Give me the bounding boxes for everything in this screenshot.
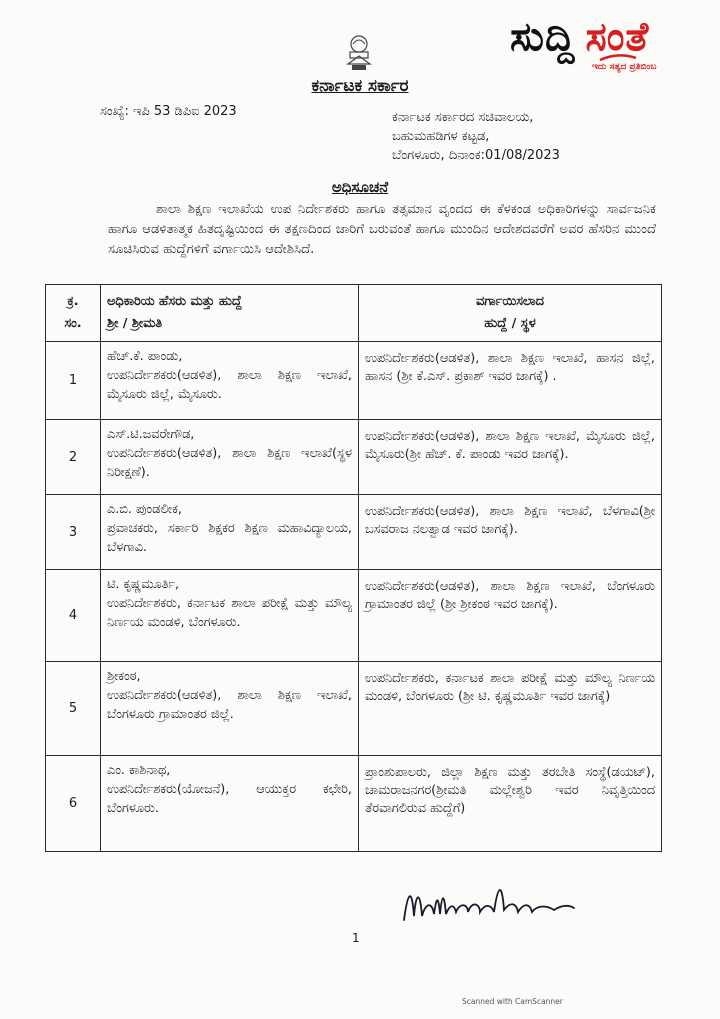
transfer-cell: ಉಪನಿರ್ದೇಶಕರು(ಆಡಳಿತ), ಶಾಲಾ ಶಿಕ್ಷಣ ಇಲಾಖೆ, ಮೈಸೂರು ಜಿಲ್ಲೆ, ಮೈಸೂರು(ಶ್ರೀ ಹೆಚ್. ಕೆ. ಪಾಂಡು ಇವರ ಜಾಗಕ್ಕೆ).: [359, 420, 662, 495]
table-row: [46, 420, 662, 495]
row-serial: 3: [46, 495, 101, 570]
government-title: ಕರ್ನಾಟಕ ಸರ್ಕಾರ: [311, 76, 409, 96]
state-emblem-icon: [344, 34, 374, 74]
officer-name: ಶ್ರೀಕಂಠ,: [107, 669, 141, 684]
table-row: [46, 662, 662, 756]
scanner-watermark: Scanned with CamScanner: [462, 997, 563, 1006]
officer-cell: [101, 570, 359, 662]
officer-designation: ಉಪನಿರ್ದೇಶಕರು(ಯೋಜನೆ), ಆಯುಕ್ತರ ಕಛೇರಿ, ಬೆಂಗಳೂರು.: [107, 782, 352, 816]
row-serial: 6: [46, 756, 101, 852]
address-line: ಬಹುಮಹಡಿಗಳ ಕಟ್ಟಡ,: [392, 129, 490, 144]
row-serial: 2: [46, 420, 101, 495]
sudhi-sante-logo: [506, 12, 712, 78]
officer-name: ಎಂ. ಕಾಶಿನಾಥ,: [107, 763, 171, 778]
transfer-cell: ಉಪನಿರ್ದೇಶಕರು(ಆಡಳಿತ), ಶಾಲಾ ಶಿಕ್ಷಣ ಇಲಾಖೆ, ಬೆಂಗಳೂರು ಗ್ರಾಮಾಂತರ ಜಿಲ್ಲೆ (ಶ್ರೀ ಶ್ರೀಕಂಠ ಇವರ ಜಾಗಕ್ಕೆ).: [359, 570, 662, 662]
officer-designation: ಪ್ರವಾಚಕರು, ಸರ್ಕಾರಿ ಶಿಕ್ಷಕರ ಶಿಕ್ಷಣ ಮಹಾವಿದ್ಯಾಲಯ, ಬೆಳಗಾವಿ.: [107, 521, 352, 555]
row-serial: 4: [46, 570, 101, 662]
officer-cell: [101, 756, 359, 852]
officer-cell: [101, 662, 359, 756]
table-row: [46, 342, 662, 420]
table-header-row: [46, 285, 662, 342]
officer-name: ಎಸ್.ಟಿ.ಜವರೇಗೌಡ,: [107, 427, 195, 442]
issuing-address: [392, 108, 652, 165]
officer-cell: [101, 420, 359, 495]
column-header-officer: ಅಧಿಕಾರಿಯ ಹೆಸರು ಮತ್ತು ಹುದ್ದೆ ಶ್ರೀ / ಶ್ರೀಮತಿ: [101, 285, 359, 342]
logo-word-sudhi: ಸುದ್ದಿ: [510, 14, 576, 60]
officer-name: ಟಿ. ಕೃಷ್ಣಮೂರ್ತಿ,: [107, 577, 180, 592]
officer-designation: ಉಪನಿರ್ದೇಶಕರು, ಕರ್ನಾಟಕ ಶಾಲಾ ಪರೀಕ್ಷೆ ಮತ್ತು ಮೌಲ್ಯ ನಿರ್ಣಯ ಮಂಡಳಿ, ಬೆಂಗಳೂರು.: [107, 596, 352, 630]
column-header-transfer: ವರ್ಗಾಯಿಸಲಾದ ಹುದ್ದೆ / ಸ್ಥಳ: [359, 285, 662, 342]
officer-designation: ಉಪನಿರ್ದೇಶಕರು(ಆಡಳಿತ), ಶಾಲಾ ಶಿಕ್ಷಣ ಇಲಾಖೆ, ಬೆಂಗಳೂರು ಗ್ರಾಮಾಂತರ ಜಿಲ್ಲೆ.: [107, 688, 352, 722]
page-number: 1: [352, 931, 360, 945]
transfer-table: [45, 284, 662, 852]
address-line: ಕರ್ನಾಟಕ ಸರ್ಕಾರದ ಸಚಿವಾಲಯ,: [392, 110, 534, 125]
table-row: [46, 570, 662, 662]
notification-title: ಅಧಿಸೂಚನೆ: [331, 178, 389, 196]
officer-cell: [101, 495, 359, 570]
officer-name: ಹೆಚ್.ಕೆ. ಪಾಂಡು,: [107, 349, 183, 364]
officer-name: ಎ.ಬಿ. ಪುಂಡಲೀಕ,: [107, 502, 182, 517]
notification-body: ಶಾಲಾ ಶಿಕ್ಷಣ ಇಲಾಖೆಯ ಉಪ ನಿರ್ದೇಶಕರು ಹಾಗೂ ತತ್ಸಮಾನ ವೃಂದದ ಈ ಕೆಳಕಂಡ ಅಧಿಕಾರಿಗಳನ್ನು ಸಾರ್ವಜನಿಕ ಹಾಗೂ ಆಡಳಿತಾತ್ಮಕ ಹಿತದೃಷ್ಟಿಯಿಂದ ಈ ತಕ್ಷಣದಿಂದ ಜಾರಿಗೆ ಬರುವಂತೆ ಹಾಗೂ ಮುಂದಿನ ಆದೇಶದವರೆಗೆ ಅವರ ಹೆಸರಿನ ಮುಂದೆ ಸೂಚಿಸಿರುವ ಹುದ್ದೆಗಳಿಗೆ ವರ್ಗಾಯಿಸಿ ಆದೇಶಿಸಿದೆ.: [108, 202, 656, 257]
logo-tagline: ಇದು ಸತ್ಯದ ಪ್ರತಿಬಿಂಬ: [592, 62, 657, 72]
officer-designation: ಉಪನಿರ್ದೇಶಕರು(ಆಡಳಿತ), ಶಾಲಾ ಶಿಕ್ಷಣ ಇಲಾಖೆ, ಮೈಸೂರು ಜಿಲ್ಲೆ, ಮೈಸೂರು.: [107, 368, 352, 402]
handwritten-signature: [398, 880, 578, 930]
officer-designation: ಉಪನಿರ್ದೇಶಕರು(ಆಡಳಿತ), ಶಾಲಾ ಶಿಕ್ಷಣ ಇಲಾಖೆ(ಸ್ಥಳ ನಿರೀಕ್ಷಣೆ).: [107, 446, 352, 480]
row-serial: 5: [46, 662, 101, 756]
row-serial: 1: [46, 342, 101, 420]
transfer-cell: ಉಪನಿರ್ದೇಶಕರು(ಆಡಳಿತ), ಶಾಲಾ ಶಿಕ್ಷಣ ಇಲಾಖೆ, ಹಾಸನ ಜಿಲ್ಲೆ, ಹಾಸನ (ಶ್ರೀ ಕೆ.ಎಸ್. ಪ್ರಕಾಶ್ ಇವರ ಜಾಗಕ್ಕೆ) .: [359, 342, 662, 420]
table-row: [46, 756, 662, 852]
logo-word-sante: ಸಂತೆ: [585, 14, 650, 60]
officer-cell: [101, 342, 359, 420]
transfer-cell: ಪ್ರಾಂಶುಪಾಲರು, ಜಿಲ್ಲಾ ಶಿಕ್ಷಣ ಮತ್ತು ತರಬೇತಿ ಸಂಸ್ಥೆ(ಡಯಟ್), ಚಾಮರಾಜನಗರ(ಶ್ರೀಮತಿ ಮಲ್ಲೇಶ್ವರಿ ಇವರ ನಿವೃತ್ತಿಯಿಂದ ತೆರವಾಗಲಿರುವ ಹುದ್ದೆಗೆ): [359, 756, 662, 852]
table-row: [46, 495, 662, 570]
transfer-cell: ಉಪನಿರ್ದೇಶಕರು(ಆಡಳಿತ), ಶಾಲಾ ಶಿಕ್ಷಣ ಇಲಾಖೆ, ಬೆಳಗಾವಿ(ಶ್ರೀ ಬಸವರಾಜ ನಲತ್ವಾಡ ಇವರ ಜಾಗಕ್ಕೆ).: [359, 495, 662, 570]
reference-number: ಸಂಖ್ಯೆ: ಇಪಿ 53 ಡಿಪಿಐ 2023: [100, 104, 237, 119]
address-date-line: ಬೆಂಗಳೂರು, ದಿನಾಂಕ:01/08/2023: [392, 148, 560, 163]
column-header-serial: ಕ್ರ. ಸಂ.: [46, 285, 101, 342]
transfer-cell: ಉಪನಿರ್ದೇಶಕರು, ಕರ್ನಾಟಕ ಶಾಲಾ ಪರೀಕ್ಷೆ ಮತ್ತು ಮೌಲ್ಯ ನಿರ್ಣಯ ಮಂಡಳಿ, ಬೆಂಗಳೂರು (ಶ್ರೀ ಟಿ. ಕೃಷ್ಣಮೂರ್ತಿ ಇವರ ಜಾಗಕ್ಕೆ): [359, 662, 662, 756]
